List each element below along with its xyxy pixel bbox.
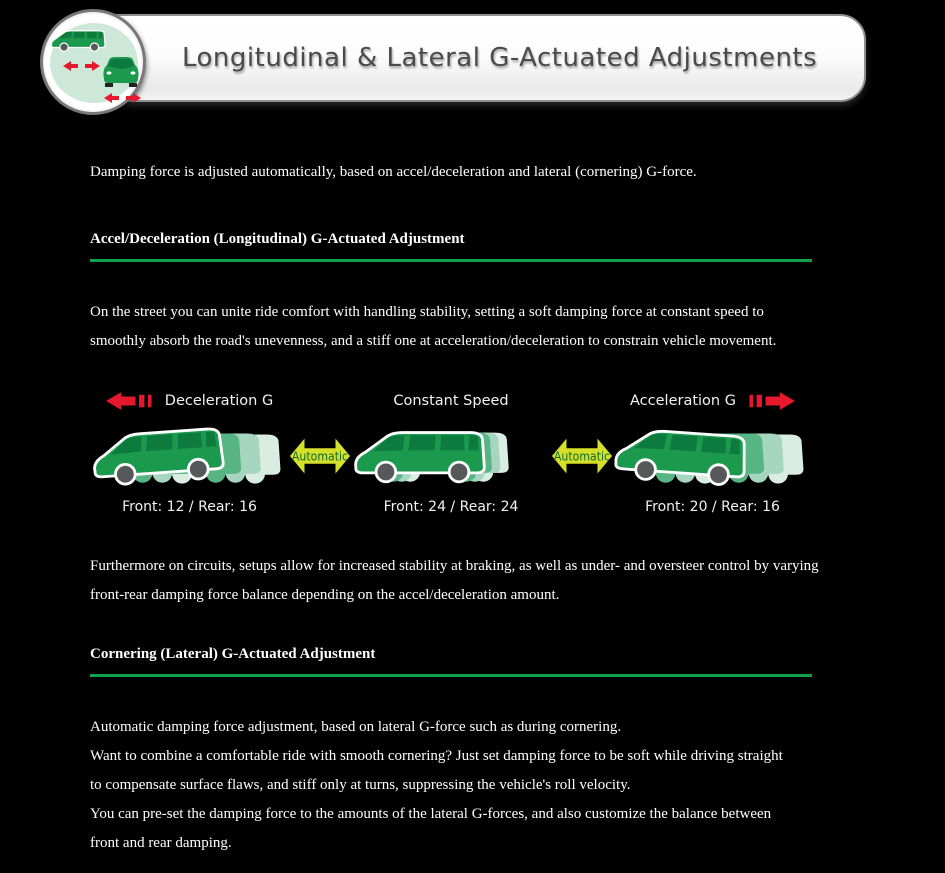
automatic-label: Automatic — [292, 449, 349, 464]
automatic-label: Automatic — [553, 449, 610, 464]
cars-g-force-icon — [43, 12, 143, 112]
diagram-label: Deceleration G — [164, 392, 274, 409]
diagram-cell-constant-speed — [352, 390, 551, 516]
damping-diagram — [90, 390, 812, 516]
car-illustration-acceleration — [613, 426, 812, 486]
cornering-paragraphs — [90, 713, 796, 858]
acceleration-label-row — [630, 390, 795, 412]
paragraph-cornering-1: Automatic damping force adjustment, based on lateral G-force such as during cornering. — [90, 719, 622, 735]
red-arrow-right-icon — [745, 391, 795, 411]
paragraph-street: On the street you can unite ride comfort with handling stability, setting a soft damping force at constant speed to smoothly absorb the road's unevenness, and a stiff one at acceleration/deceleration to constrain vehicle movement. — [90, 304, 777, 349]
diagram-label: Constant Speed — [393, 392, 509, 409]
automatic-arrow-icon — [551, 429, 613, 483]
diagram-label: Acceleration G — [630, 392, 736, 409]
constant-speed-label-row — [393, 390, 508, 412]
header-banner — [58, 14, 866, 102]
intro-text: Damping force is adjusted automatically, based on accel/deceleration and lateral (cornering) G-force. — [90, 164, 697, 180]
header — [0, 0, 945, 112]
diagram-cell-acceleration — [613, 390, 812, 516]
diagram-caption: Front: 20 / Rear: 16 — [645, 499, 780, 515]
car-illustration-constant-speed — [352, 426, 551, 486]
diagram-caption: Front: 12 / Rear: 16 — [122, 499, 257, 515]
section-heading-cornering: Cornering (Lateral) G-Actuated Adjustment — [90, 640, 812, 677]
paragraph-cornering-3: You can pre-set the damping force to the amounts of the lateral G-forces, and also customize the balance between front and rear damping. — [90, 806, 772, 851]
header-icon-badge — [40, 9, 146, 115]
content — [90, 158, 819, 858]
section-heading-longitudinal: Accel/Deceleration (Longitudinal) G-Actuated Adjustment — [90, 225, 812, 262]
paragraph-cornering-2: Want to combine a comfortable ride with smooth cornering? Just set damping force to be soft while driving straight to compensate surface flaws, and stiff only at turns, suppressing the vehicle's roll velocity. — [90, 748, 783, 793]
deceleration-label-row — [106, 390, 273, 412]
automatic-arrow-icon — [289, 429, 351, 483]
diagram-caption: Front: 24 / Rear: 24 — [383, 499, 519, 515]
paragraph-circuits: Furthermore on circuits, setups allow for increased stability at braking, as well as under- and oversteer control by varying front-rear damping force balance depending on the accel/deceleration amount. — [90, 558, 819, 603]
diagram-cell-deceleration — [90, 390, 289, 516]
car-illustration-deceleration — [90, 426, 289, 486]
red-arrow-left-icon — [106, 391, 156, 411]
page-title: Longitudinal & Lateral G-Actuated Adjustments — [182, 43, 818, 73]
